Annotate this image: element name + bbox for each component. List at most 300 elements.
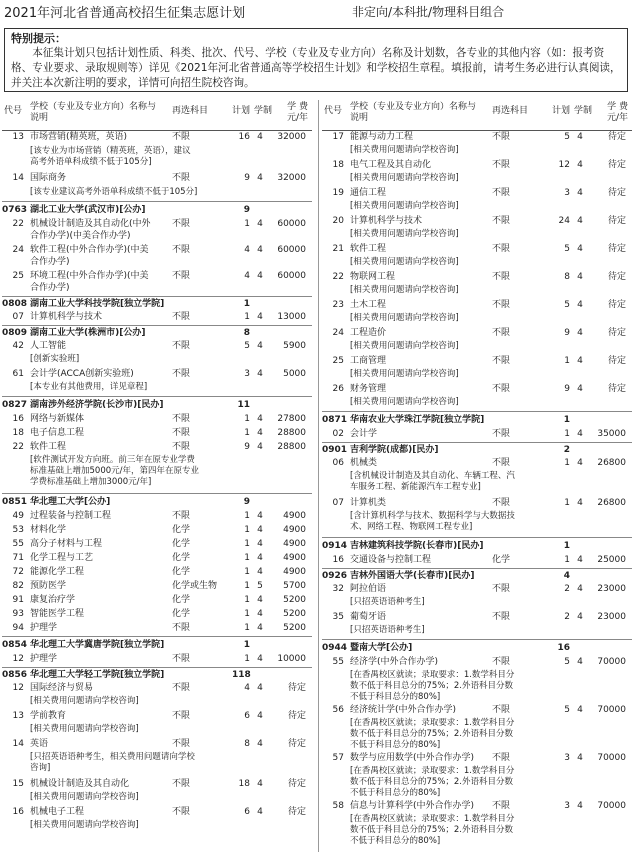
major-subject: 化学 bbox=[172, 609, 191, 619]
major-code: 23 bbox=[332, 300, 344, 310]
major-code: 18 bbox=[332, 160, 344, 170]
major-subject: 不限 bbox=[172, 623, 191, 633]
major-fee: 4900 bbox=[283, 539, 306, 549]
header-name: 学校（专业及专业方向）名称与说明 bbox=[30, 102, 157, 123]
major-code: 15 bbox=[12, 779, 24, 789]
major-name: 学前教育 bbox=[30, 711, 67, 721]
major-subject: 不限 bbox=[492, 356, 511, 366]
major-years: 4 bbox=[257, 414, 263, 424]
major-code: 21 bbox=[332, 244, 344, 254]
major-subject: 不限 bbox=[492, 584, 511, 594]
major-code: 19 bbox=[332, 188, 344, 198]
table-header bbox=[322, 100, 632, 131]
major-code: 26 bbox=[332, 384, 344, 394]
major-years: 4 bbox=[577, 555, 583, 565]
major-years: 5 bbox=[257, 581, 263, 591]
major-years: 4 bbox=[257, 271, 263, 281]
major-subject: 不限 bbox=[492, 458, 511, 468]
major-plan: 5 bbox=[244, 341, 250, 351]
major-subject: 不限 bbox=[492, 801, 511, 811]
major-code: 20 bbox=[332, 216, 344, 226]
major-years: 4 bbox=[257, 312, 263, 322]
major-years: 4 bbox=[577, 272, 583, 282]
major-subject: 不限 bbox=[172, 132, 191, 142]
major-name: 计算机科学与技术 bbox=[30, 312, 103, 322]
major-row bbox=[2, 524, 312, 538]
major-code: 71 bbox=[12, 553, 24, 563]
major-row bbox=[322, 327, 632, 341]
major-plan: 2 bbox=[564, 612, 570, 622]
major-name: 软件工程(中外合作办学)(中美 合作办学) bbox=[30, 245, 149, 267]
major-name: 英语 bbox=[30, 739, 49, 749]
major-plan: 1 bbox=[244, 654, 250, 664]
major-note: [相关费用问题请向学校咨询] bbox=[350, 341, 459, 351]
major-row bbox=[2, 244, 312, 270]
major-code: 61 bbox=[12, 369, 24, 379]
major-row bbox=[322, 299, 632, 313]
major-name: 工商管理 bbox=[350, 356, 387, 366]
header-subject: 再选科目 bbox=[492, 106, 529, 116]
major-fee: 5000 bbox=[283, 369, 306, 379]
header-plan: 计划 bbox=[552, 106, 571, 116]
major-subject: 不限 bbox=[172, 245, 191, 255]
major-years: 4 bbox=[577, 657, 583, 667]
major-code: 58 bbox=[332, 801, 344, 811]
major-row bbox=[2, 580, 312, 594]
school-row bbox=[322, 537, 632, 554]
major-plan: 1 bbox=[244, 595, 250, 605]
major-row bbox=[2, 608, 312, 622]
major-plan: 3 bbox=[244, 369, 250, 379]
school-plan: 1 bbox=[563, 541, 570, 551]
major-note: [相关费用问题请向学校咨询] bbox=[350, 397, 459, 407]
major-name: 人工智能 bbox=[30, 341, 67, 351]
major-years: 4 bbox=[257, 428, 263, 438]
major-subject: 不限 bbox=[172, 711, 191, 721]
major-row bbox=[2, 218, 312, 244]
note-row bbox=[2, 146, 312, 172]
header-code: 代号 bbox=[324, 106, 343, 116]
major-fee: 70000 bbox=[597, 753, 626, 763]
major-fee: 60000 bbox=[277, 245, 306, 255]
school-row bbox=[2, 201, 312, 218]
major-note: [该专业为市场营销（精英班，英语），建议 高考外语单科成绩不低于105分] bbox=[30, 146, 191, 167]
note-row bbox=[322, 397, 632, 411]
major-years: 4 bbox=[257, 595, 263, 605]
major-fee: 26800 bbox=[597, 458, 626, 468]
school-plan: 1 bbox=[563, 415, 570, 425]
major-name: 土木工程 bbox=[350, 300, 387, 310]
major-subject: 不限 bbox=[172, 369, 191, 379]
major-years: 4 bbox=[257, 553, 263, 563]
school-row bbox=[2, 636, 312, 653]
major-row bbox=[322, 457, 632, 471]
note-row bbox=[322, 341, 632, 355]
major-name: 机械设计制造及其自动化 bbox=[30, 779, 130, 789]
major-fee: 5700 bbox=[283, 581, 306, 591]
major-name: 国际经济与贸易 bbox=[30, 683, 94, 693]
major-code: 94 bbox=[12, 623, 24, 633]
major-row bbox=[2, 594, 312, 608]
major-code: 72 bbox=[12, 567, 24, 577]
major-name: 康复治疗学 bbox=[30, 595, 76, 605]
major-row bbox=[2, 566, 312, 580]
major-fee: 5200 bbox=[283, 609, 306, 619]
major-row bbox=[2, 270, 312, 296]
major-row bbox=[2, 710, 312, 724]
major-code: 25 bbox=[332, 356, 344, 366]
major-plan: 12 bbox=[558, 160, 570, 170]
major-code: 17 bbox=[332, 132, 344, 142]
major-subject: 化学 bbox=[172, 595, 191, 605]
major-note: [相关费用问题请向学校咨询] bbox=[30, 820, 139, 830]
major-code: 55 bbox=[332, 657, 344, 667]
major-code: 91 bbox=[12, 595, 24, 605]
major-years: 4 bbox=[257, 609, 263, 619]
major-name: 国际商务 bbox=[30, 173, 67, 183]
note-row bbox=[322, 597, 632, 611]
major-plan: 9 bbox=[564, 384, 570, 394]
major-code: 14 bbox=[12, 739, 24, 749]
major-name: 财务管理 bbox=[350, 384, 387, 394]
major-subject: 不限 bbox=[172, 428, 191, 438]
major-row bbox=[2, 441, 312, 455]
major-plan: 1 bbox=[564, 498, 570, 508]
major-subject: 化学 bbox=[492, 555, 511, 565]
major-years: 4 bbox=[577, 300, 583, 310]
major-plan: 1 bbox=[244, 428, 250, 438]
school-name: 吉林建筑科技学院(长春市)[民办] bbox=[350, 541, 484, 551]
major-subject: 不限 bbox=[172, 779, 191, 789]
major-row bbox=[2, 131, 312, 146]
major-row bbox=[322, 656, 632, 670]
major-fee: 60000 bbox=[277, 271, 306, 281]
major-row bbox=[2, 427, 312, 441]
major-row bbox=[322, 355, 632, 369]
left-column bbox=[2, 100, 312, 834]
major-code: 56 bbox=[332, 705, 344, 715]
major-subject: 不限 bbox=[172, 414, 191, 424]
major-plan: 2 bbox=[564, 584, 570, 594]
column-divider bbox=[318, 100, 319, 852]
school-row bbox=[322, 411, 632, 428]
major-name: 通信工程 bbox=[350, 188, 387, 198]
major-subject: 不限 bbox=[492, 328, 511, 338]
major-note: [只招英语语种考生，相关费用问题请向学校 咨询] bbox=[30, 752, 195, 773]
major-name: 经济统计学(中外合作办学) bbox=[350, 705, 457, 715]
school-row bbox=[322, 442, 632, 457]
school-name: 华南农业大学珠江学院[独立学院] bbox=[350, 415, 485, 425]
major-code: 25 bbox=[12, 271, 24, 281]
major-subject: 不限 bbox=[492, 160, 511, 170]
major-note: [在香禺校区就读；录取要求：1.数学科目分 数不低于科目总分的75%；2.外语科目分数 不低于科目总分的80%] bbox=[350, 766, 515, 798]
major-name: 信息与计算科学(中外合作办学) bbox=[350, 801, 475, 811]
major-note: [软件测试开发方向班。前三年在原专业学费 标准基础上增加5000元/年，第四年在原专业 学费标准基础上增加3000元/年] bbox=[30, 455, 199, 487]
school-code: 0854 bbox=[2, 640, 28, 650]
major-code: 24 bbox=[332, 328, 344, 338]
major-subject: 不限 bbox=[172, 271, 191, 281]
major-name: 护理学 bbox=[30, 654, 58, 664]
right-rows bbox=[322, 131, 632, 848]
note-row bbox=[322, 145, 632, 159]
major-row bbox=[322, 497, 632, 511]
major-fee: 待定 bbox=[287, 779, 306, 789]
major-plan: 1 bbox=[244, 414, 250, 424]
major-plan: 1 bbox=[244, 312, 250, 322]
major-row bbox=[2, 368, 312, 382]
major-fee: 待定 bbox=[287, 807, 306, 817]
school-code: 0763 bbox=[2, 205, 28, 215]
note-row bbox=[2, 455, 312, 493]
major-subject: 不限 bbox=[492, 612, 511, 622]
school-row bbox=[2, 493, 312, 510]
major-fee: 待定 bbox=[607, 328, 626, 338]
major-note: [相关费用问题请向学校咨询] bbox=[350, 257, 459, 267]
major-name: 机械设计制造及其自动化(中外 合作办学)(中美合作办学) bbox=[30, 219, 151, 241]
major-subject: 化学或生物 bbox=[172, 581, 218, 591]
major-name: 网络与新媒体 bbox=[30, 414, 85, 424]
major-note: [该专业建议高考外语单科成绩不低于105分] bbox=[30, 187, 198, 197]
major-name: 葡萄牙语 bbox=[350, 612, 387, 622]
note-row bbox=[2, 792, 312, 806]
major-fee: 待定 bbox=[607, 160, 626, 170]
major-code: 57 bbox=[332, 753, 344, 763]
major-fee: 待定 bbox=[607, 384, 626, 394]
major-code: 18 bbox=[12, 428, 24, 438]
header-code: 代号 bbox=[4, 106, 23, 116]
major-plan: 18 bbox=[238, 779, 250, 789]
school-name: 湖南工业大学(株洲市)[公办] bbox=[30, 328, 146, 338]
major-code: 12 bbox=[12, 654, 24, 664]
school-plan: 16 bbox=[557, 643, 570, 653]
school-plan: 9 bbox=[243, 497, 250, 507]
major-years: 4 bbox=[257, 711, 263, 721]
header-name: 学校（专业及专业方向）名称与说明 bbox=[350, 102, 477, 123]
major-fee: 28800 bbox=[277, 428, 306, 438]
major-years: 4 bbox=[257, 567, 263, 577]
header-fee: 学 费 元/年 bbox=[286, 102, 308, 123]
major-fee: 4900 bbox=[283, 567, 306, 577]
major-note: [相关费用问题请向学校咨询] bbox=[350, 285, 459, 295]
major-name: 计算机科学与技术 bbox=[350, 216, 423, 226]
note-row bbox=[322, 625, 632, 639]
school-name: 湖南工业大学科技学院[独立学院] bbox=[30, 299, 165, 309]
major-plan: 6 bbox=[244, 807, 250, 817]
major-plan: 8 bbox=[564, 272, 570, 282]
major-plan: 9 bbox=[244, 173, 250, 183]
major-code: 16 bbox=[12, 414, 24, 424]
major-subject: 不限 bbox=[172, 807, 191, 817]
major-years: 4 bbox=[257, 623, 263, 633]
major-fee: 70000 bbox=[597, 705, 626, 715]
major-plan: 16 bbox=[238, 132, 250, 142]
major-fee: 待定 bbox=[287, 711, 306, 721]
school-row bbox=[2, 296, 312, 311]
major-years: 4 bbox=[577, 216, 583, 226]
major-years: 4 bbox=[577, 328, 583, 338]
note-row bbox=[322, 670, 632, 704]
major-subject: 不限 bbox=[172, 739, 191, 749]
major-subject: 不限 bbox=[172, 219, 191, 229]
major-years: 4 bbox=[577, 801, 583, 811]
school-name: 湖北工业大学(武汉市)[公办] bbox=[30, 205, 146, 215]
notice-title: 特别提示： bbox=[11, 32, 66, 45]
major-subject: 不限 bbox=[492, 657, 511, 667]
major-years: 4 bbox=[257, 245, 263, 255]
major-code: 55 bbox=[12, 539, 24, 549]
school-row bbox=[322, 568, 632, 583]
major-row bbox=[322, 583, 632, 597]
school-plan: 9 bbox=[243, 205, 250, 215]
major-years: 4 bbox=[257, 525, 263, 535]
major-row bbox=[2, 738, 312, 752]
major-name: 环境工程(中外合作办学)(中美 合作办学) bbox=[30, 271, 149, 293]
header-subject: 再选科目 bbox=[172, 106, 209, 116]
major-years: 4 bbox=[257, 173, 263, 183]
major-name: 经济学(中外合作办学) bbox=[350, 657, 439, 667]
major-subject: 不限 bbox=[492, 244, 511, 254]
major-years: 4 bbox=[577, 612, 583, 622]
school-plan: 2 bbox=[563, 445, 570, 455]
major-name: 过程装备与控制工程 bbox=[30, 511, 112, 521]
major-fee: 23000 bbox=[597, 612, 626, 622]
major-name: 会计学(ACCA创新实验班) bbox=[30, 369, 134, 379]
major-row bbox=[322, 611, 632, 625]
school-plan: 118 bbox=[232, 670, 251, 680]
school-row bbox=[322, 639, 632, 656]
major-subject: 化学 bbox=[172, 525, 191, 535]
major-code: 16 bbox=[332, 555, 344, 565]
major-plan: 4 bbox=[244, 245, 250, 255]
notice-text: 本征集计划只包括计划性质、科类、批次、代号、学校（专业及专业方向）名称及计划数，各专业的其他内容（如：报考资格、专业要求、录取规则等）详见《2021年河北省普通高等学校招生计划》和学校招生章程。填报前，请考生务必进行认真阅读，并关注本次新注明的要求，详情可向招生院校咨询。 bbox=[11, 47, 621, 89]
major-fee: 待定 bbox=[607, 188, 626, 198]
major-row bbox=[2, 552, 312, 566]
major-fee: 10000 bbox=[277, 654, 306, 664]
major-name: 计算机类 bbox=[350, 498, 387, 508]
major-plan: 1 bbox=[244, 609, 250, 619]
major-fee: 25000 bbox=[597, 555, 626, 565]
major-years: 4 bbox=[257, 132, 263, 142]
major-name: 机械电子工程 bbox=[30, 807, 85, 817]
major-row bbox=[322, 383, 632, 397]
major-code: 42 bbox=[12, 341, 24, 351]
note-row bbox=[322, 201, 632, 215]
major-plan: 1 bbox=[564, 555, 570, 565]
note-row bbox=[322, 313, 632, 327]
major-fee: 5200 bbox=[283, 595, 306, 605]
note-row bbox=[2, 724, 312, 738]
page-header bbox=[0, 0, 634, 22]
major-code: 82 bbox=[12, 581, 24, 591]
major-code: 22 bbox=[12, 442, 24, 452]
major-fee: 待定 bbox=[287, 739, 306, 749]
major-plan: 1 bbox=[244, 553, 250, 563]
note-row bbox=[322, 766, 632, 800]
major-name: 会计学 bbox=[350, 429, 378, 439]
major-years: 4 bbox=[257, 739, 263, 749]
major-subject: 不限 bbox=[172, 511, 191, 521]
school-row bbox=[2, 325, 312, 340]
major-name: 能源化学工程 bbox=[30, 567, 85, 577]
school-code: 0926 bbox=[322, 571, 348, 581]
major-note: [在香禺校区就读；录取要求：1.数学科目分 数不低于科目总分的75%；2.外语科目分数 不低于科目总分的80%] bbox=[350, 670, 515, 702]
major-note: [本专业有其他费用，详见章程] bbox=[30, 382, 148, 392]
major-note: [在香禺校区就读；录取要求：1.数学科目分 数不低于科目总分的75%；2.外语科目分数 不低于科目总分的80%] bbox=[350, 718, 515, 750]
major-subject: 化学 bbox=[172, 539, 191, 549]
major-plan: 1 bbox=[564, 356, 570, 366]
header-years: 学制 bbox=[574, 106, 593, 116]
major-years: 4 bbox=[257, 807, 263, 817]
major-fee: 待定 bbox=[607, 356, 626, 366]
school-row bbox=[2, 396, 312, 413]
major-fee: 60000 bbox=[277, 219, 306, 229]
school-code: 0808 bbox=[2, 299, 28, 309]
major-plan: 3 bbox=[564, 188, 570, 198]
major-row bbox=[322, 187, 632, 201]
school-name: 吉利学院(成都)[民办] bbox=[350, 445, 439, 455]
major-plan: 5 bbox=[564, 705, 570, 715]
major-row bbox=[322, 131, 632, 145]
major-fee: 5200 bbox=[283, 623, 306, 633]
major-years: 4 bbox=[577, 498, 583, 508]
major-code: 06 bbox=[332, 458, 344, 468]
major-subject: 不限 bbox=[172, 683, 191, 693]
major-plan: 1 bbox=[564, 429, 570, 439]
major-plan: 5 bbox=[564, 132, 570, 142]
school-code: 0827 bbox=[2, 400, 28, 410]
major-name: 电气工程及其自动化 bbox=[350, 160, 432, 170]
major-plan: 4 bbox=[244, 271, 250, 281]
table-header bbox=[2, 100, 312, 131]
major-note: [相关费用问题请向学校咨询] bbox=[30, 792, 139, 802]
major-years: 4 bbox=[257, 511, 263, 521]
major-subject: 不限 bbox=[172, 654, 191, 664]
major-row bbox=[322, 704, 632, 718]
major-name: 软件工程 bbox=[30, 442, 67, 452]
major-code: 13 bbox=[12, 132, 24, 142]
school-code: 0809 bbox=[2, 328, 28, 338]
major-fee: 待定 bbox=[607, 132, 626, 142]
major-row bbox=[2, 653, 312, 667]
note-row bbox=[322, 285, 632, 299]
major-note: [只招英语语种考生] bbox=[350, 625, 425, 635]
major-years: 4 bbox=[577, 705, 583, 715]
note-row bbox=[322, 471, 632, 497]
school-plan: 11 bbox=[237, 400, 250, 410]
major-fee: 35000 bbox=[597, 429, 626, 439]
school-plan: 4 bbox=[563, 571, 570, 581]
major-name: 交通设备与控制工程 bbox=[350, 555, 432, 565]
note-row bbox=[2, 354, 312, 368]
note-row bbox=[2, 696, 312, 710]
major-note: [相关费用问题请向学校咨询] bbox=[350, 201, 459, 211]
school-name: 华北理工大学冀唐学院[独立学院] bbox=[30, 640, 165, 650]
major-fee: 26800 bbox=[597, 498, 626, 508]
major-subject: 不限 bbox=[492, 300, 511, 310]
school-plan: 8 bbox=[243, 328, 250, 338]
school-code: 0851 bbox=[2, 497, 28, 507]
major-fee: 32000 bbox=[277, 132, 306, 142]
major-plan: 3 bbox=[564, 753, 570, 763]
major-plan: 1 bbox=[244, 581, 250, 591]
major-name: 材料化学 bbox=[30, 525, 67, 535]
major-subject: 不限 bbox=[172, 312, 191, 322]
major-code: 49 bbox=[12, 511, 24, 521]
major-years: 4 bbox=[577, 132, 583, 142]
major-fee: 待定 bbox=[607, 244, 626, 254]
major-row bbox=[2, 778, 312, 792]
major-row bbox=[2, 622, 312, 636]
